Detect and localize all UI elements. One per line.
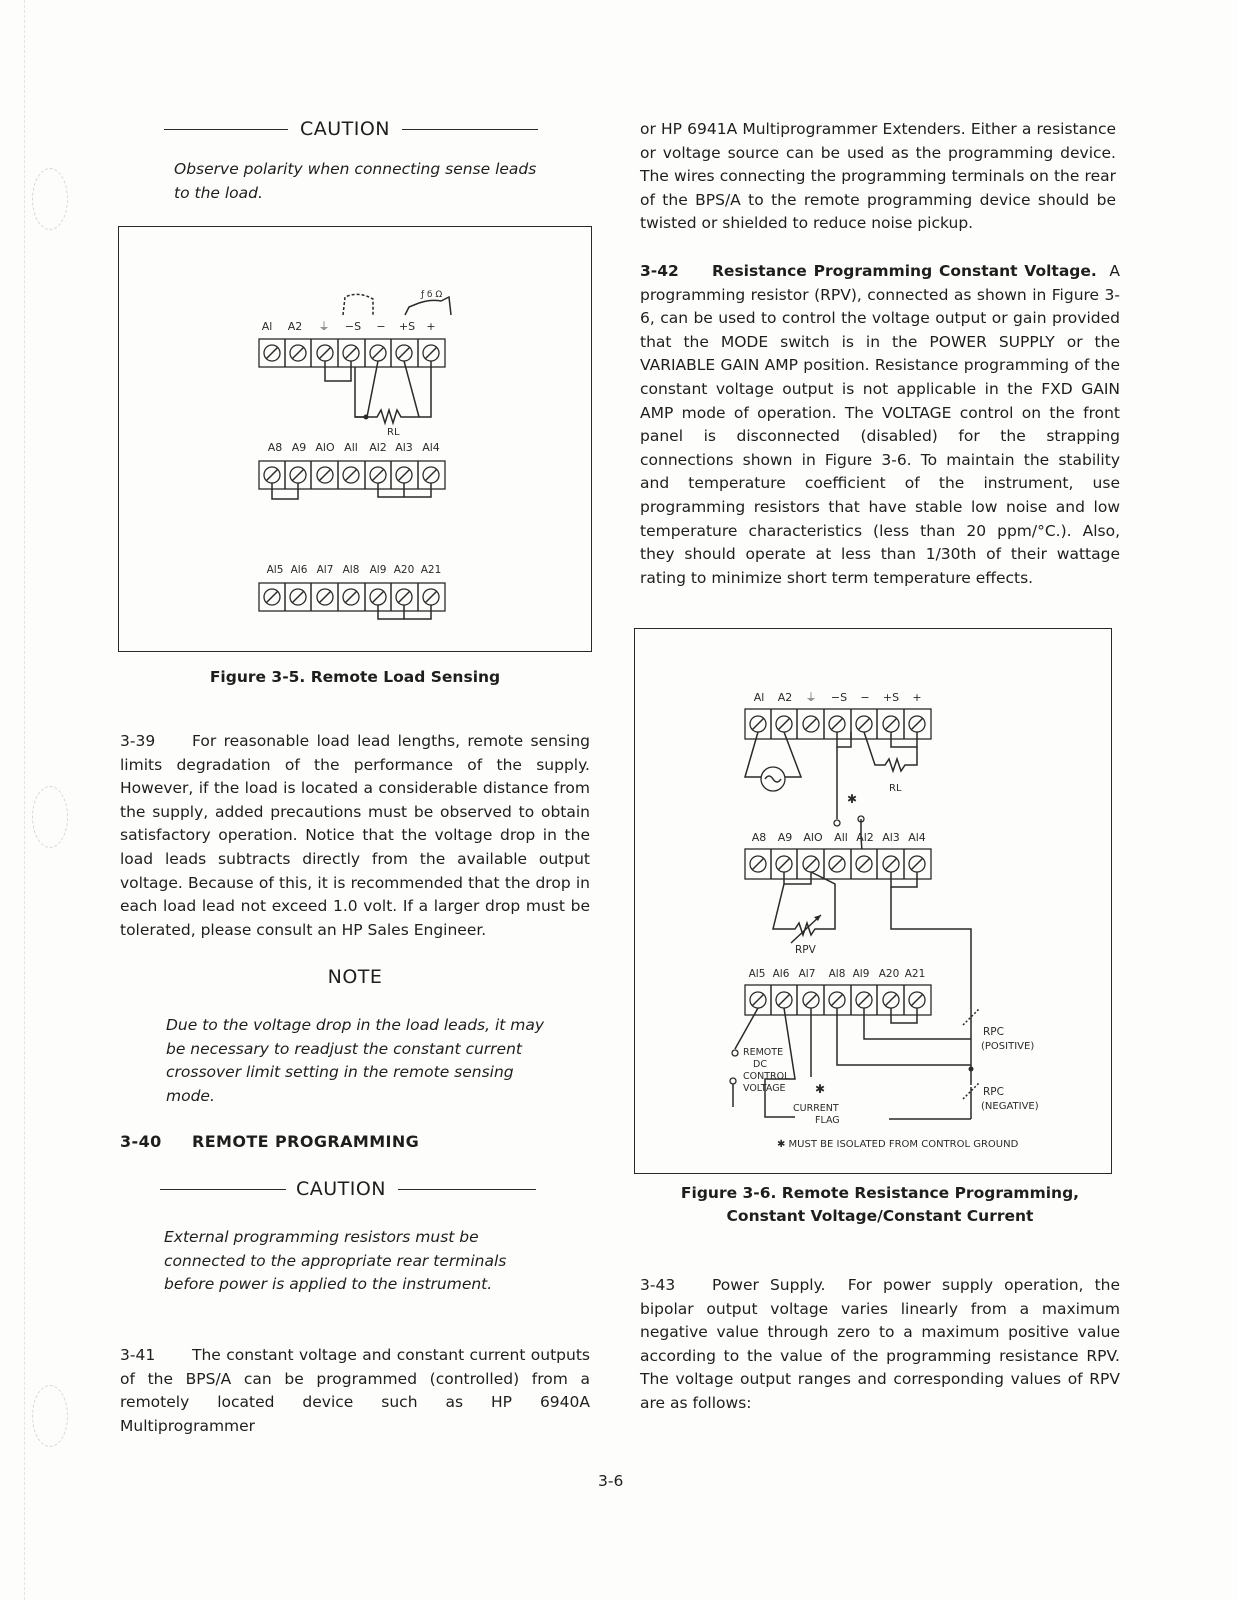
terminal-label: Al4 (908, 831, 926, 844)
current-flag-line: CURRENT (793, 1103, 839, 1114)
terminal-label: A21 (420, 564, 442, 576)
terminal-label: Al6 (290, 564, 308, 576)
terminal-label: A20 (878, 968, 900, 980)
terminal-label: Al4 (422, 441, 440, 454)
caution-rule-right (402, 129, 538, 130)
caution-text: Observe polarity when connecting sense leads to the load. (174, 160, 537, 202)
remote-dc-line: REMOTE (743, 1047, 784, 1058)
svg-text:ƒ ϭ Ω: ƒ ϭ Ω (421, 290, 443, 300)
caption-line: Constant Voltage/Constant Current (726, 1207, 1034, 1225)
terminal-label: Al7 (798, 968, 816, 980)
terminal-label: ⏚ (805, 691, 817, 704)
terminal-label: Al (261, 320, 273, 333)
section-number: 3-40 (120, 1132, 162, 1151)
paragraph-3-43 (640, 1274, 1120, 1416)
terminal-label: Al9 (852, 968, 870, 980)
terminal-label: A2 (287, 320, 303, 333)
remote-dc-line: VOLTAGE (743, 1083, 786, 1094)
punch-hole (32, 168, 68, 230)
terminal-label: Al (753, 691, 765, 704)
terminal-label: + (426, 320, 436, 333)
terminal-label: Al7 (316, 564, 334, 576)
svg-text:✱: ✱ (815, 1082, 826, 1096)
binding-margin (24, 0, 25, 1600)
section-heading: REMOTE PROGRAMMING (192, 1132, 420, 1151)
rpc-positive-note: (POSITIVE) (981, 1041, 1035, 1052)
terminal-label: − (376, 320, 386, 333)
paragraph-number: 3-43 (640, 1276, 676, 1294)
figure-3-5-caption: Figure 3-5. Remote Load Sensing (209, 668, 501, 686)
paragraph-number: 3-42 (640, 262, 679, 280)
terminal-label: Al5 (266, 564, 284, 576)
terminal-label: Al3 (395, 441, 413, 454)
terminal-label: A8 (751, 831, 767, 844)
terminal-label: − (860, 691, 870, 704)
punch-hole (32, 1385, 68, 1447)
terminal-label: All (834, 831, 848, 844)
caution-title: CAUTION (299, 118, 391, 140)
terminal-label: Al9 (369, 564, 387, 576)
terminal-label: +S (398, 320, 416, 333)
figure-3-6-diagram (635, 629, 1111, 1173)
terminal-label: Al6 (772, 968, 790, 980)
caption-line: Figure 3-6. Remote Resistance Programming, (680, 1184, 1080, 1202)
rpc-negative-note: (NEGATIVE) (981, 1101, 1039, 1112)
terminal-label: Al2 (856, 831, 874, 844)
caution-rule-right (398, 1189, 536, 1190)
terminal-label: A9 (291, 441, 307, 454)
paragraph-number: 3-41 (120, 1346, 156, 1364)
caution-text: External programming resistors must be connected to the appropriate rear terminals before power is applied to the instrument. (164, 1228, 507, 1294)
paragraph-text: For power supply operation, the bipolar output voltage varies linearly from a maximum negative value through zero to a maximum positive value according to the value of the programming resistance RPV. The voltage output ranges and corresponding values of RPV are as follows: (640, 1276, 1121, 1412)
rpc-negative-label: RPC (983, 1086, 1004, 1098)
note-title: NOTE (327, 966, 383, 988)
paragraph-text: For reasonable load lead lengths, remote sensing limits degradation of the performance of the supply. However, if the load is located a considerable distance from the supply, added precautions must be observed to obtain satisfactory operation. Notice that the voltage drop in the load leads subtracts directly from the available output voltage. Because of this, it is recommended that the drop in each load lead not exceed 1.0 volt. If a larger drop must be tolerated, please consult an HP Sales Engineer. (120, 732, 590, 939)
terminal-label: AlO (803, 831, 823, 844)
terminal-label: Al8 (828, 968, 846, 980)
remote-dc-line: CONTROL (743, 1071, 790, 1082)
caution-rule-left (164, 129, 288, 130)
paragraph-number: 3-39 (120, 732, 156, 750)
terminal-label: −S (830, 691, 848, 704)
figure-3-6-footnote: ✱ MUST BE ISOLATED FROM CONTROL GROUND (777, 1139, 1019, 1150)
paragraph-text: The constant voltage and constant current outputs of the BPS/A can be programmed (controlled) from a remotely located device such as HP 6940A Multiprogrammer (120, 1346, 590, 1435)
section-3-40 (120, 1132, 590, 1151)
terminal-label: All (344, 441, 358, 454)
note-text: Due to the voltage drop in the load leads, it may be necessary to readjust the constant current crossover limit setting in the remote sensing mode. (166, 1016, 545, 1105)
terminal-label: A20 (393, 564, 415, 576)
page-number: 3-6 (598, 1472, 624, 1490)
load-label: RL (889, 783, 902, 794)
paragraph-continuation: or HP 6941A Multiprogrammer Extenders. Either a resistance or voltage source can be used as the programming device. The wires connecting the programming terminals on the rear of the BPS/A to the remote programming device should be twisted or shielded to reduce noise pickup. (640, 120, 1116, 233)
punch-hole (32, 786, 68, 848)
terminal-label: Al5 (748, 968, 766, 980)
current-flag-line: FLAG (815, 1115, 840, 1126)
terminal-label: Al2 (369, 441, 387, 454)
terminal-label: A21 (904, 968, 926, 980)
rpv-label: RPV (795, 944, 816, 956)
paragraph-3-42 (640, 260, 1120, 590)
paragraph-text: A programming resistor (RPV), connected as shown in Figure 3-6, can be used to control the voltage output or gain provided that the MODE switch is in the POWER SUPPLY or the VARIABLE GAIN AMP position. Resistance programming of the constant voltage output is not applicable in the FXD GAIN AMP mode of operation. The VOLTAGE control on the front panel is disconnected (disabled) for the strapping connections shown in Figure 3-6. To maintain the stability and temperature coefficient of the instrument, use programming resistors that have stable low noise and low temperature characteristics (less than 20 ppm/°C.). Also, they should operate at less than 1/30th of their wattage rating to minimize short term temperature effects. (640, 262, 1120, 587)
figure-3-5-frame (118, 226, 592, 652)
rpc-positive-label: RPC (983, 1026, 1004, 1038)
terminal-label: A9 (777, 831, 793, 844)
figure-3-6-frame (634, 628, 1112, 1174)
terminal-label: + (912, 691, 922, 704)
paragraph-heading: Resistance Programming Constant Voltage. (712, 262, 1097, 280)
terminal-label: A8 (267, 441, 283, 454)
caution-title: CAUTION (295, 1178, 387, 1200)
terminal-label: +S (882, 691, 900, 704)
figure-3-5-diagram (119, 227, 591, 651)
figure-3-6-caption (660, 1182, 1100, 1228)
terminal-label: A2 (777, 691, 793, 704)
caution-rule-left (160, 1189, 286, 1190)
terminal-label: Al3 (882, 831, 900, 844)
terminal-label: ⏚ (318, 320, 330, 333)
paragraph-3-41 (120, 1344, 590, 1438)
load-label: RL (387, 427, 400, 438)
remote-dc-line: DC (753, 1059, 767, 1070)
svg-text:✱: ✱ (847, 792, 858, 806)
terminal-label: −S (344, 320, 362, 333)
terminal-label: AlO (315, 441, 335, 454)
paragraph-heading: Power Supply. (712, 1276, 826, 1294)
terminal-label: Al8 (342, 564, 360, 576)
paragraph-3-39 (120, 730, 590, 942)
